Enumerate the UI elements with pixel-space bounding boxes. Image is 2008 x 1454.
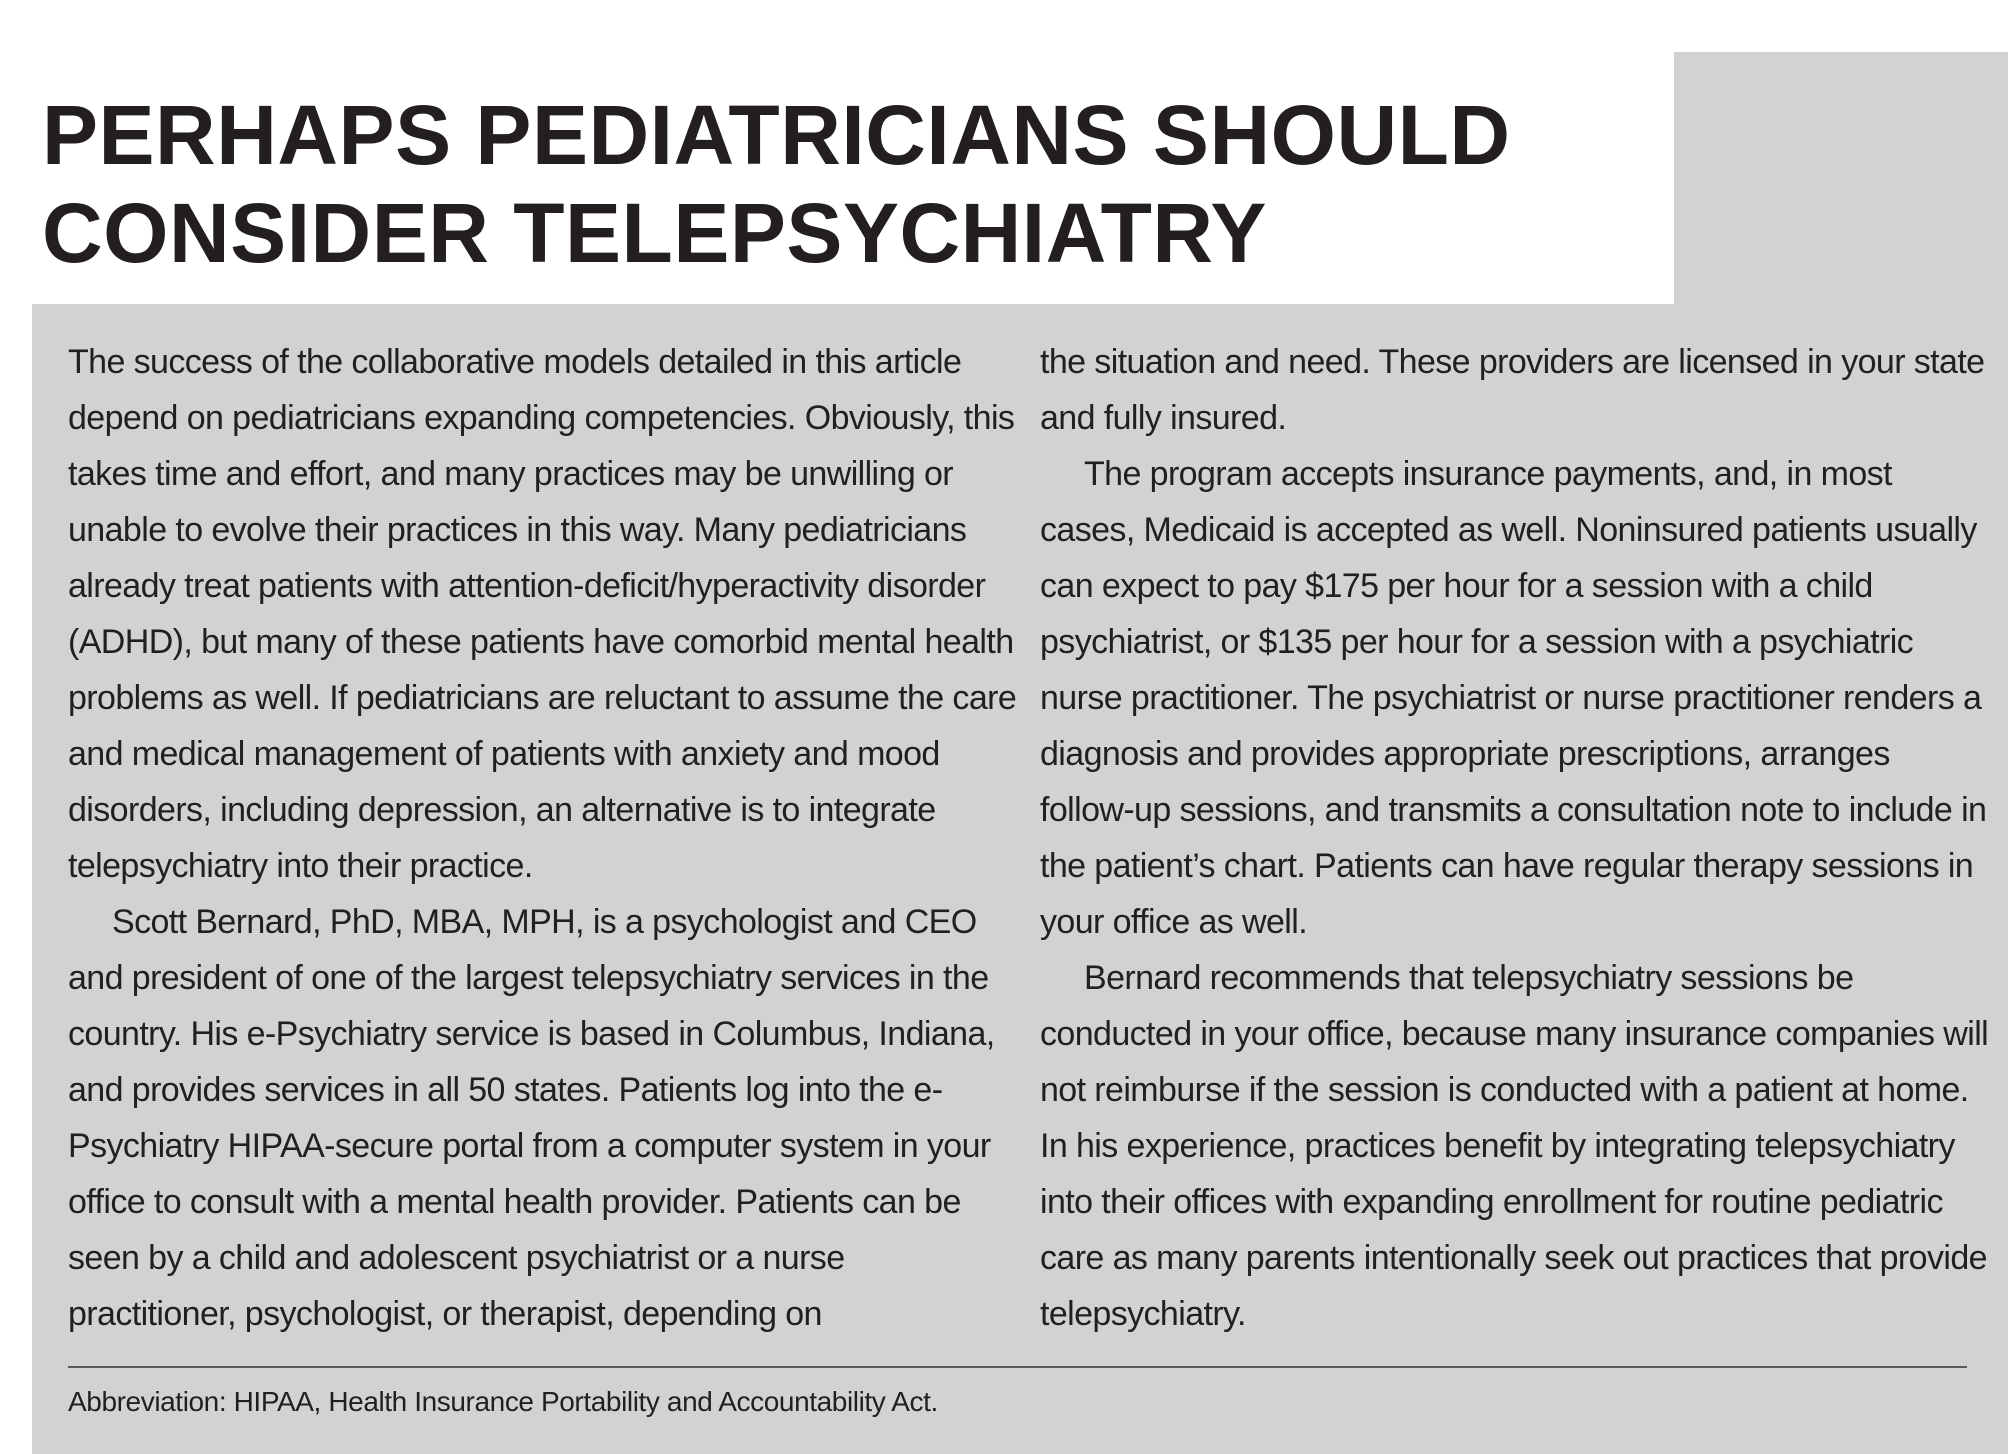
footnote-abbreviation: Abbreviation: HIPAA, Health Insurance Portability and Accountability Act. [68, 1386, 938, 1417]
paragraph-2: Scott Bernard, PhD, MBA, MPH, is a psychologist and CEO and president of one of the largest telepsychiatry services in the country. His e-Psychiatry service is based in Columbus, Indiana, and provides services in all 50 states. Patients log into the e-Psychiatry HIPAA-secure portal from a computer system in your office to consult with a mental health provider. Patients can be seen by a child and adolescent psychiatrist or a nurse practitioner, psychologist, or therapist, depending on [68, 903, 995, 1333]
title-line-1: PERHAPS PEDIATRICIANS SHOULD [42, 88, 1511, 182]
paragraph-2-continued: the situation and need. These providers are licensed in your state and fully insured. [1040, 343, 1985, 437]
paragraph-3: The program accepts insurance payments, and, in most cases, Medicaid is accepted as well. Noninsured patients usually can expect to pay $175 per hour for a session with a child psychiatrist, or $135 per hour for a session with a psychiatric nurse practitioner. The psychiatrist or nurse practitioner renders a diagnosis and provides appropriate prescriptions, arranges follow-up sessions, and transmits a consultation note to include in the patient’s chart. Patients can have regular therapy sessions in your office as well. [1040, 455, 1987, 941]
footnote-divider [68, 1366, 1967, 1368]
left-column [68, 334, 1018, 1342]
right-column [1040, 334, 1990, 1342]
article-title [42, 86, 1662, 282]
paragraph-4: Bernard recommends that telepsychiatry sessions be conducted in your office, because many insurance companies will not reimburse if the session is conducted with a patient at home. In his experience, practices benefit by integrating telepsychiatry into their offices with expanding enrollment for routine pediatric care as many parents intentionally seek out practices that provide telepsychiatry. [1040, 959, 1989, 1333]
paragraph-1: The success of the collaborative models detailed in this article depend on pediatricians expanding competencies. Obviously, this takes time and effort, and many practices may be unwilling or unable to evolve their practices in this way. Many pediatricians already treat patients with attention-deficit/hyperactivity disorder (ADHD), but many of these patients have comorbid mental health problems as well. If pediatricians are reluctant to assume the care and medical management of patients with anxiety and mood disorders, including depression, an alternative is to integrate telepsychiatry into their practice. [68, 343, 1017, 885]
title-line-2: CONSIDER TELEPSYCHIATRY [42, 186, 1267, 280]
